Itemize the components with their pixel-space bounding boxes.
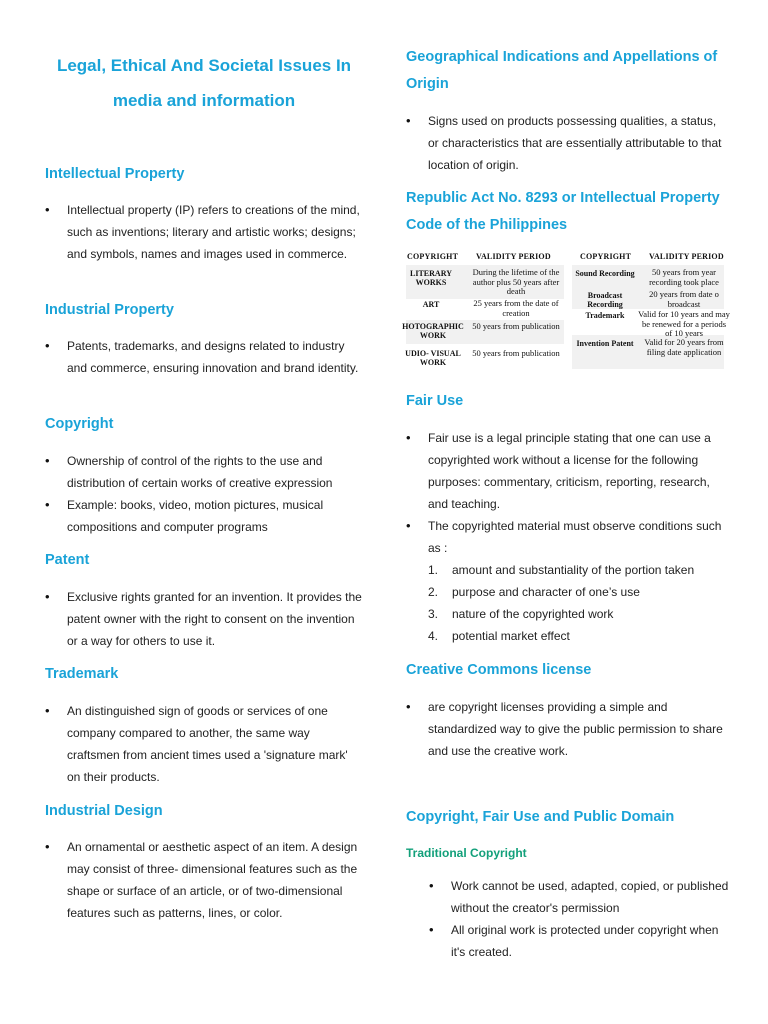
list-intellectual-property xyxy=(45,199,363,265)
list-industrial-design xyxy=(45,836,363,924)
list-item: • Exclusive rights granted for an invention. It provides the patent owner with the right to consent on the invention or a way for others to use it. xyxy=(45,586,363,652)
list-number: 4. xyxy=(428,629,439,643)
heading-industrial-design: Industrial Design xyxy=(45,803,163,819)
list-number: 1. xyxy=(428,563,439,577)
table-cell: 50 years from year recording took place xyxy=(649,267,719,287)
list-creative-commons xyxy=(406,696,724,762)
list-item: • Fair use is a legal principle stating that one can use a copyrighted work without a license for the following purposes: commentary, criticism, reporting, research, and teaching. xyxy=(406,427,724,515)
list-trademark xyxy=(45,700,363,788)
list-item xyxy=(428,581,728,603)
table-header: VALIDITY PERIOD xyxy=(649,252,724,261)
list-text: potential market effect xyxy=(452,629,570,643)
table-cell: Valid for 10 years and may be renewed for a periods of 10 years xyxy=(638,309,730,338)
heading-trademark: Trademark xyxy=(45,666,119,682)
list-text: amount and substantiality of the portion taken xyxy=(452,563,695,577)
subheading-traditional-copyright: Traditional Copyright xyxy=(406,846,527,860)
table-cell: 20 years from date o broadcast xyxy=(649,289,719,309)
heading-fair-use: Fair Use xyxy=(406,393,464,409)
list-text: nature of the copyrighted work xyxy=(452,607,614,621)
table-cell: During the lifetime of the author plus 50 years after death xyxy=(472,267,560,296)
table-cell: Valid for 20 years from filing date application xyxy=(644,337,724,357)
table-cell: LITERARY WORKS xyxy=(410,269,452,287)
table-header: COPYRIGHT xyxy=(407,252,459,261)
heading-republic-act: Republic Act No. 8293 or Intellectual Property Code of the Philippines xyxy=(406,190,720,233)
list-number: 3. xyxy=(428,607,439,621)
list-item: • An ornamental or aesthetic aspect of an item. A design may consist of three- dimensional features such as the shape or surface of an article, or of two-dimensional features such as patterns, lines, or color. xyxy=(45,836,363,924)
list-item xyxy=(428,625,728,647)
list-item: • are copyright licenses providing a simple and standardized way to give the public permission to share and use the creative work. xyxy=(406,696,724,762)
list-fair-use-conditions xyxy=(428,559,728,647)
table-cell: Broadcast Recording xyxy=(587,291,623,309)
table-cell: HOTOGRAPHIC WORK xyxy=(402,322,464,340)
list-item: • Patents, trademarks, and designs related to industry and commerce, ensuring innovation and brand identity. xyxy=(45,335,363,379)
heading-industrial-property: Industrial Property xyxy=(45,302,174,318)
list-item: • All original work is protected under copyright when it's created. xyxy=(429,919,729,963)
heading-creative-commons: Creative Commons license xyxy=(406,662,592,678)
list-fair-use xyxy=(406,427,724,559)
list-item: • Intellectual property (IP) refers to creations of the mind, such as inventions; literary and artistic works; designs; and symbols, names and images used in commerce. xyxy=(45,199,363,265)
heading-copyright: Copyright xyxy=(45,416,114,432)
list-traditional-copyright xyxy=(429,875,729,963)
list-item: • Example: books, video, motion pictures, musical compositions and computer programs xyxy=(45,494,363,538)
table-cell: Trademark xyxy=(585,311,625,320)
table-cell: Invention Patent xyxy=(576,339,634,348)
list-item: • Ownership of control of the rights to the use and distribution of certain works of creative expression xyxy=(45,450,363,494)
table-cell: 50 years from publication xyxy=(472,348,560,358)
table-header: COPYRIGHT xyxy=(580,252,632,261)
page-title: Legal, Ethical And Societal Issues In media and information xyxy=(56,56,352,110)
table-cell: UDIO- VISUAL WORK xyxy=(405,349,461,367)
heading-copyright-fair-use-public-domain: Copyright, Fair Use and Public Domain xyxy=(406,809,675,825)
list-number: 2. xyxy=(428,585,439,599)
list-geographical-indications xyxy=(406,110,724,176)
table-cell: 50 years from publication xyxy=(472,321,560,331)
list-industrial-property xyxy=(45,335,363,379)
heading-geographical-indications: Geographical Indications and Appellations of Origin xyxy=(406,49,718,92)
heading-intellectual-property: Intellectual Property xyxy=(45,166,185,182)
table-cell: ART xyxy=(422,300,440,309)
list-copyright xyxy=(45,450,363,538)
list-patent xyxy=(45,586,363,652)
list-text: purpose and character of one’s use xyxy=(452,585,640,599)
list-item xyxy=(428,559,728,581)
list-item: • Work cannot be used, adapted, copied, or published without the creator's permission xyxy=(429,875,729,919)
table-header: VALIDITY PERIOD xyxy=(476,252,551,261)
list-item xyxy=(428,603,728,625)
copyright-validity-table xyxy=(402,248,730,374)
table-cell: 25 years from the date of creation xyxy=(473,298,559,318)
list-item: • An distinguished sign of goods or services of one company compared to another, the same way craftsmen from ancient times used a 'signature mark' on their products. xyxy=(45,700,363,788)
list-item: • Signs used on products possessing qualities, a status, or characteristics that are essentially attributable to that location of origin. xyxy=(406,110,724,176)
table-cell: Sound Recording xyxy=(575,269,635,278)
list-item: • The copyrighted material must observe conditions such as : xyxy=(406,515,724,559)
heading-patent: Patent xyxy=(45,552,90,568)
